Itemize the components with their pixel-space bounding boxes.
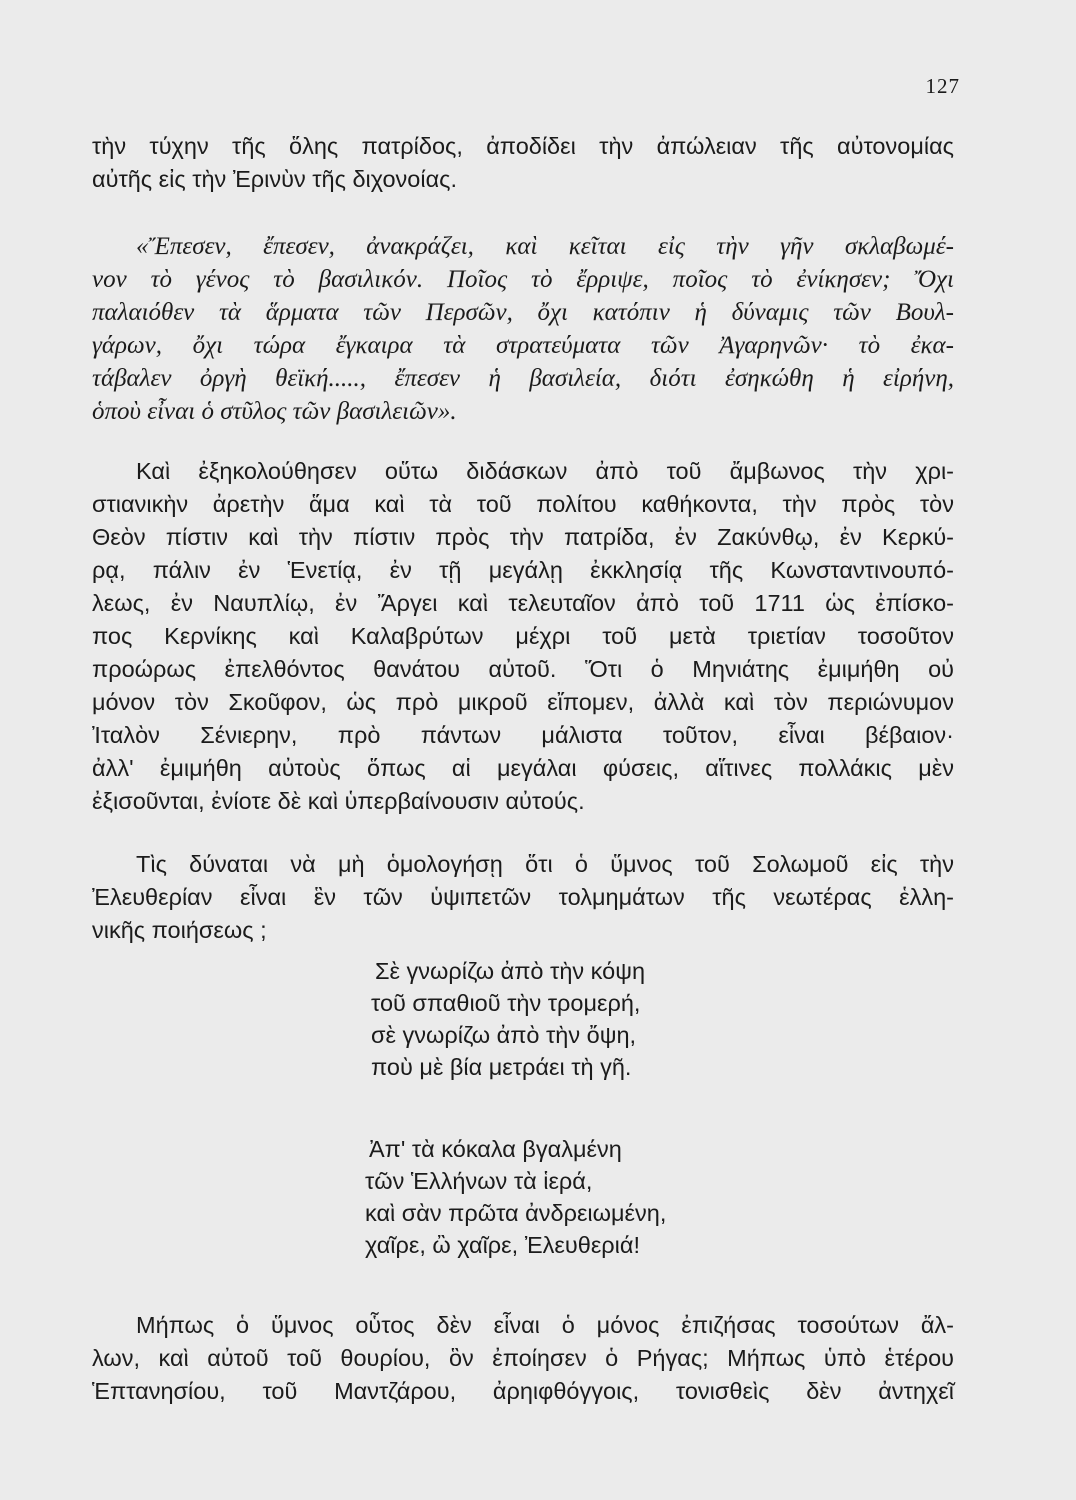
text-line: Μήπως ὁ ὕμνος οὗτος δὲν εἶναι ὁ μόνος ἐπιζήσας τοσούτων ἄλ- [136, 1312, 954, 1338]
text-line: λεως, ἐν Ναυπλίῳ, ἐν Ἄργει καὶ τελευταῖον ἀπὸ τοῦ 1711 ὡς ἐπίσκο- [92, 590, 954, 616]
text-line: Ἰταλὸν Σένιερην, πρὸ πάντων μάλιστα τοῦτον, εἶναι βέβαιον· [92, 722, 954, 748]
text-line: ρᾳ, πάλιν ἐν Ἑνετίᾳ, ἐν τῇ μεγάλῃ ἐκκλησίᾳ τῆς Κωνσταντινουπό- [92, 557, 954, 583]
text-line: πος Κερνίκης καὶ Καλαβρύτων μέχρι τοῦ μετὰ τριετίαν τοσοῦτον [92, 623, 954, 649]
text-line: αὐτῆς εἰς τὴν Ἐρινὺν τῆς διχονοίας. [92, 166, 458, 192]
text-line: Θεὸν πίστιν καὶ τὴν πίστιν πρὸς τὴν πατρίδα, ἐν Ζακύνθῳ, ἐν Κερκύ- [92, 524, 954, 550]
text-line: τὴν τύχην τῆς ὅλης πατρίδος, ἀποδίδει τὴν ἀπώλειαν τῆς αὐτονομίας [92, 133, 954, 159]
text-line: Τὶς δύναται νὰ μὴ ὁμολογήσῃ ὅτι ὁ ὕμνος τοῦ Σολωμοῦ εἰς τὴν [136, 851, 954, 877]
text-line: Ἐλευθερίαν εἶναι ἓν τῶν ὑψιπετῶν τολμημάτων τῆς νεωτέρας ἑλλη- [92, 884, 954, 910]
paragraph-solomos [92, 848, 954, 947]
poem-line: καὶ σὰν πρῶτα ἀνδρειωμένη, [365, 1200, 667, 1226]
poem-line: ποὺ μὲ βία μετράει τὴ γῆ. [371, 1054, 632, 1080]
text-line: ἐξισοῦνται, ἐνίοτε δὲ καὶ ὑπερβαίνουσιν αὐτούς. [92, 788, 585, 814]
text-line: Καὶ ἐξηκολούθησεν οὕτω διδάσκων ἀπὸ τοῦ ἄμβωνος τὴν χρι- [136, 458, 954, 484]
poem-stanza-1 [365, 955, 645, 1083]
quote-line: παλαιόθεν τὰ ἅρματα τῶν Περσῶν, ὄχι κατόπιν ἡ δύναμις τῶν Βουλ- [92, 299, 954, 326]
paragraph-miniatis [92, 455, 954, 818]
poem-line: χαῖρε, ὢ χαῖρε, Ἐλευθεριά! [365, 1232, 641, 1258]
poem-stanza-2 [365, 1133, 666, 1261]
text-line: Ἑπτανησίου, τοῦ Μαντζάρου, ἀρηιφθόγγοις, τονισθεὶς δὲν ἀντηχεῖ [92, 1378, 954, 1404]
text-line: λων, καὶ αὐτοῦ τοῦ θουρίου, ὃν ἐποίησεν ὁ Ρήγας; Μήπως ὑπὸ ἑτέρου [92, 1345, 954, 1371]
quote-line: τάβαλεν ὀργὴ θεϊκή....., ἔπεσεν ἡ βασιλεία, διότι ἐσηκώθη ἡ εἰρήνη, [92, 365, 954, 392]
quote-line: «Ἔπεσεν, ἔπεσεν, ἀνακράζει, καὶ κεῖται εἰς τὴν γῆν σκλαβωμέ- [136, 233, 954, 260]
text-line: ἀλλ' ἐμιμήθη αὐτοὺς ὅπως αἱ μεγάλαι φύσεις, αἵτινες πολλάκις μὲν [92, 755, 954, 781]
text-line: στιανικὴν ἀρετὴν ἅμα καὶ τὰ τοῦ πολίτου καθήκοντα, τὴν πρὸς τὸν [92, 491, 954, 517]
quote-line: ὁποὺ εἶναι ὁ στῦλος τῶν βασιλειῶν». [92, 398, 457, 425]
quote-line: γάρων, ὄχι τώρα ἔγκαιρα τὰ στρατεύματα τῶν Ἀγαρηνῶν· τὸ ἐκα- [92, 332, 954, 359]
text-line: προώρως ἐπελθόντος θανάτου αὐτοῦ. Ὅτι ὁ Μηνιάτης ἐμιμήθη οὐ [92, 656, 954, 682]
poem-line: Ἀπ' τὰ κόκαλα βγαλμένη [369, 1136, 622, 1162]
text-line: νικῆς ποιήσεως ; [92, 917, 267, 943]
poem-line: τοῦ σπαθιοῦ τὴν τρομερή, [371, 990, 641, 1016]
page-number: 127 [925, 74, 960, 98]
italic-quotation [92, 230, 954, 428]
poem-line: Σὲ γνωρίζω ἀπὸ τὴν κόψη [375, 958, 646, 984]
quote-line: νον τὸ γένος τὸ βασιλικόν. Ποῖος τὸ ἔρριψε, ποῖος τὸ ἐνίκησεν; Ὄχι [92, 266, 954, 293]
paragraph-hymn [92, 1309, 954, 1408]
poem-line: τῶν Ἑλλήνων τὰ ἱερά, [365, 1168, 593, 1194]
poem-line: σὲ γνωρίζω ἀπὸ τὴν ὄψη, [371, 1022, 637, 1048]
text-line: μόνον τὸν Σκοῦφον, ὡς πρὸ μικροῦ εἴπομεν, ἀλλὰ καὶ τὸν περιώνυμον [92, 689, 954, 715]
paragraph-opening [92, 130, 954, 196]
